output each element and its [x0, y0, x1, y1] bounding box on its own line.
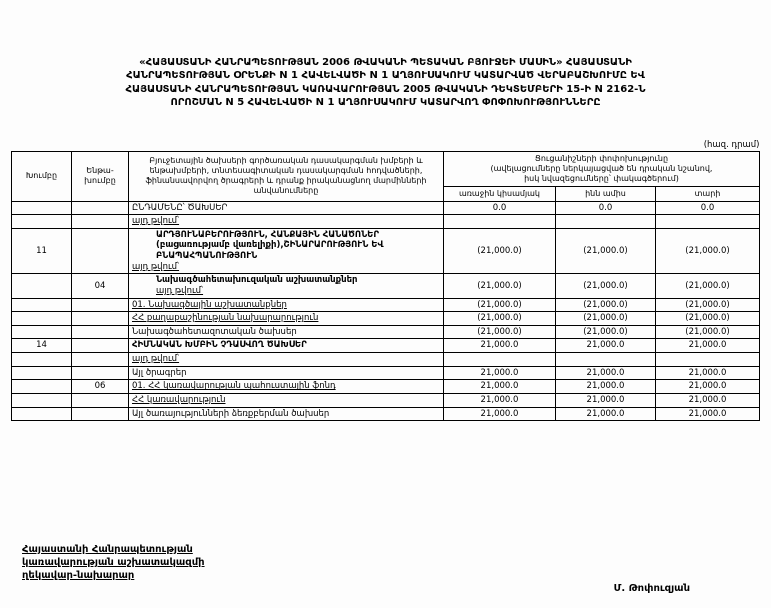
half-year-value: (21,000.0) [443, 312, 555, 326]
document-title [58, 56, 713, 110]
desc-cell: Նախագծահետազոտական ծախսեր [128, 325, 443, 339]
group-cell: 14 [11, 339, 71, 353]
col-header-subgroup: Ենթա-խումբը [71, 151, 128, 201]
table-row [11, 298, 759, 312]
table-row [11, 393, 759, 407]
col-header-group: Խումբը [11, 151, 71, 201]
col-header-half-year: առաջին կիսամյակ [443, 186, 555, 201]
group-cell: 11 [11, 228, 71, 274]
signatory-name: Մ. Թոփուզյան [613, 583, 690, 594]
year-value: (21,000.0) [655, 325, 759, 339]
title-line: ՈՐՈՇՄԱՆ N 5 ՀԱՎԵԼՎԱԾԻ N 1 ԱՂՅՈՒՍԱԿՈՒՄ ԿԱՏԱՐՎՈՂ ՓՈՓՈԽՈՒԹՅՈՒՆՆԵՐԸ [170, 97, 601, 109]
nine-months-value: (21,000.0) [555, 228, 655, 274]
subgroup-cell [71, 215, 128, 229]
subgroup-cell [71, 353, 128, 367]
nine-months-value: 21,000.0 [555, 407, 655, 421]
half-year-value: (21,000.0) [443, 228, 555, 274]
nine-months-value: 21,000.0 [555, 393, 655, 407]
year-value: 21,000.0 [655, 393, 759, 407]
table-row-total [11, 201, 759, 215]
group-cell [11, 380, 71, 394]
desc-cell: 01. Նախագծային աշխատանքներ [128, 298, 443, 312]
title-line: «ՀԱՅԱՍՏԱՆԻ ՀԱՆՐԱՊԵՏՈՒԹՅԱՆ 2006 ԹՎԱԿԱՆԻ ՊԵՏԱԿԱՆ ԲՅՈՒՋԵԻ ՄԱՍԻՆ» ՀԱՅԱՍՏԱՆԻ [139, 57, 632, 68]
subgroup-cell [71, 228, 128, 274]
table-row [11, 407, 759, 421]
table-row [11, 325, 759, 339]
desc-cell: ԸՆԴԱՄԵՆԸ՝ ԾԱԽՍԵՐ [128, 201, 443, 215]
group-cell [11, 353, 71, 367]
half-year-value [443, 353, 555, 367]
subgroup-cell [71, 298, 128, 312]
group-cell [11, 312, 71, 326]
year-value: (21,000.0) [655, 274, 759, 298]
signatory-title [22, 543, 205, 583]
table-row-group-11 [11, 228, 759, 274]
half-year-value: 21,000.0 [443, 339, 555, 353]
year-value: 21,000.0 [655, 339, 759, 353]
table-row-group-14 [11, 339, 759, 353]
col-header-changes [443, 151, 759, 186]
desc-cell: ՀՀ կառավարություն [128, 393, 443, 407]
changes-title-line: Ցուցանիշների փոփոխությունը [534, 153, 669, 163]
half-year-value: 21,000.0 [443, 380, 555, 394]
desc-cell: այդ թվում՝ [128, 215, 443, 229]
signatory-title-line: Հայաստանի Հանրապետության [22, 544, 193, 555]
group-cell [11, 215, 71, 229]
year-value: (21,000.0) [655, 312, 759, 326]
header-row [11, 151, 759, 186]
group-cell [11, 274, 71, 298]
col-header-nine-months: ինն ամիս [555, 186, 655, 201]
desc-cell [128, 274, 443, 298]
year-value [655, 353, 759, 367]
col-header-description: Բյուջետային ծախսերի գործառական դասակարգման խմբերի և ենթախմբերի, տնտեսագիտական դասակարգման հոդվածների, ֆինանսավորվող ծրագրերի և դրանք իրականացնող մարմինների անվանումները [128, 151, 443, 201]
half-year-value: 21,000.0 [443, 393, 555, 407]
subgroup-cell [71, 393, 128, 407]
changes-title-line: իսկ նվազեցումները՝ փակագծերում) [524, 173, 679, 183]
subgroup-cell [71, 325, 128, 339]
subgroup-cell [71, 312, 128, 326]
table-row [11, 312, 759, 326]
title-line: ՀԱՅԱՍՏԱՆԻ ՀԱՆՐԱՊԵՏՈՒԹՅԱՆ ԿԱՌԱՎԱՐՈՒԹՅԱՆ 2005 ԹՎԱԿԱՆԻ ԴԵԿՏԵՄԲԵՐԻ 15-Ի N 2162-Ն [125, 83, 646, 95]
subgroup-cell [71, 201, 128, 215]
year-value: 21,000.0 [655, 380, 759, 394]
signatory-title-line: կառավարության աշխատակազմի [22, 557, 205, 569]
group-cell [11, 393, 71, 407]
col-header-year: տարի [655, 186, 759, 201]
desc-cell: Այլ ծառայությունների ձեռքբերման ծախսեր [128, 407, 443, 421]
subgroup-cell [71, 407, 128, 421]
half-year-value: (21,000.0) [443, 325, 555, 339]
half-year-value [443, 215, 555, 229]
group-cell [11, 366, 71, 380]
nine-months-value: 0.0 [555, 201, 655, 215]
group-cell [11, 201, 71, 215]
half-year-value: (21,000.0) [443, 274, 555, 298]
half-year-value: (21,000.0) [443, 298, 555, 312]
group-cell [11, 325, 71, 339]
year-value: (21,000.0) [655, 298, 759, 312]
changes-title-line: (ավելացումները ներկայացված են դրական նշանով, [490, 163, 713, 173]
nine-months-value: (21,000.0) [555, 274, 655, 298]
table-row [11, 366, 759, 380]
desc-cell: ՀՀ քաղաքաշինության նախարարություն [128, 312, 443, 326]
desc-cell: ՀԻՄՆԱԿԱՆ ԽՄԲԻՆ ՉԴԱՍՎՈՂ ԾԱԽՍԵՐ [128, 339, 443, 353]
subgroup-cell [71, 339, 128, 353]
table-row-subgroup-06 [11, 380, 759, 394]
year-value: 21,000.0 [655, 407, 759, 421]
signatory-title-line: ղեկավար-նախարար [22, 570, 135, 582]
desc-main: ԱՐԴՅՈՒՆԱԲԵՐՈՒԹՅՈՒՆ, ՀԱՆՔԱՅԻՆ ՀԱՆԱԾՈՆԵՐ (բացառությամբ վառելիքի),ՇԻՆԱՐԱՐՈՒԹՅՈՒՆ ԵՎ ԲՆԱՊԱՀՊԱՆՈՒԹՅՈՒՆ [155, 229, 384, 262]
nine-months-value [555, 353, 655, 367]
signature-block [0, 543, 771, 605]
nine-months-value: 21,000.0 [555, 366, 655, 380]
table-row [11, 353, 759, 367]
half-year-value: 21,000.0 [443, 366, 555, 380]
year-value: (21,000.0) [655, 228, 759, 274]
budget-table [11, 151, 760, 422]
group-cell [11, 407, 71, 421]
desc-cell: Այլ ծրագրեր [128, 366, 443, 380]
year-value [655, 215, 759, 229]
half-year-value: 0.0 [443, 201, 555, 215]
title-line: ՀԱՆՐԱՊԵՏՈՒԹՅԱՆ ՕՐԵՆՔԻ N 1 ՀԱՎԵԼՎԱԾԻ N 1 ԱՂՅՈՒՍԱԿՈՒՄ ԿԱՏԱՐՎԱԾ ՎԵՐԱԲԱՇԽՈՒՄԸ ԵՎ [126, 70, 645, 82]
desc-sub: այդ թվում՝ [131, 261, 180, 272]
year-value: 0.0 [655, 201, 759, 215]
table-row-subgroup-04 [11, 274, 759, 298]
desc-cell: այդ թվում՝ [128, 353, 443, 367]
nine-months-value: 21,000.0 [555, 380, 655, 394]
nine-months-value: (21,000.0) [555, 312, 655, 326]
nine-months-value: (21,000.0) [555, 325, 655, 339]
year-value: 21,000.0 [655, 366, 759, 380]
subgroup-cell: 06 [71, 380, 128, 394]
group-cell [11, 298, 71, 312]
table-row [11, 215, 759, 229]
desc-cell [128, 228, 443, 274]
subgroup-cell [71, 366, 128, 380]
desc-sub: այդ թվում՝ [155, 285, 204, 296]
desc-cell: 01. ՀՀ կառավարության պահուստային ֆոնդ [128, 380, 443, 394]
nine-months-value: (21,000.0) [555, 298, 655, 312]
subgroup-cell: 04 [71, 274, 128, 298]
desc-main: Նախագծահետախուզական աշխատանքներ [155, 275, 358, 286]
half-year-value: 21,000.0 [443, 407, 555, 421]
nine-months-value [555, 215, 655, 229]
unit-note: (հազ. դրամ) [703, 139, 760, 150]
nine-months-value: 21,000.0 [555, 339, 655, 353]
